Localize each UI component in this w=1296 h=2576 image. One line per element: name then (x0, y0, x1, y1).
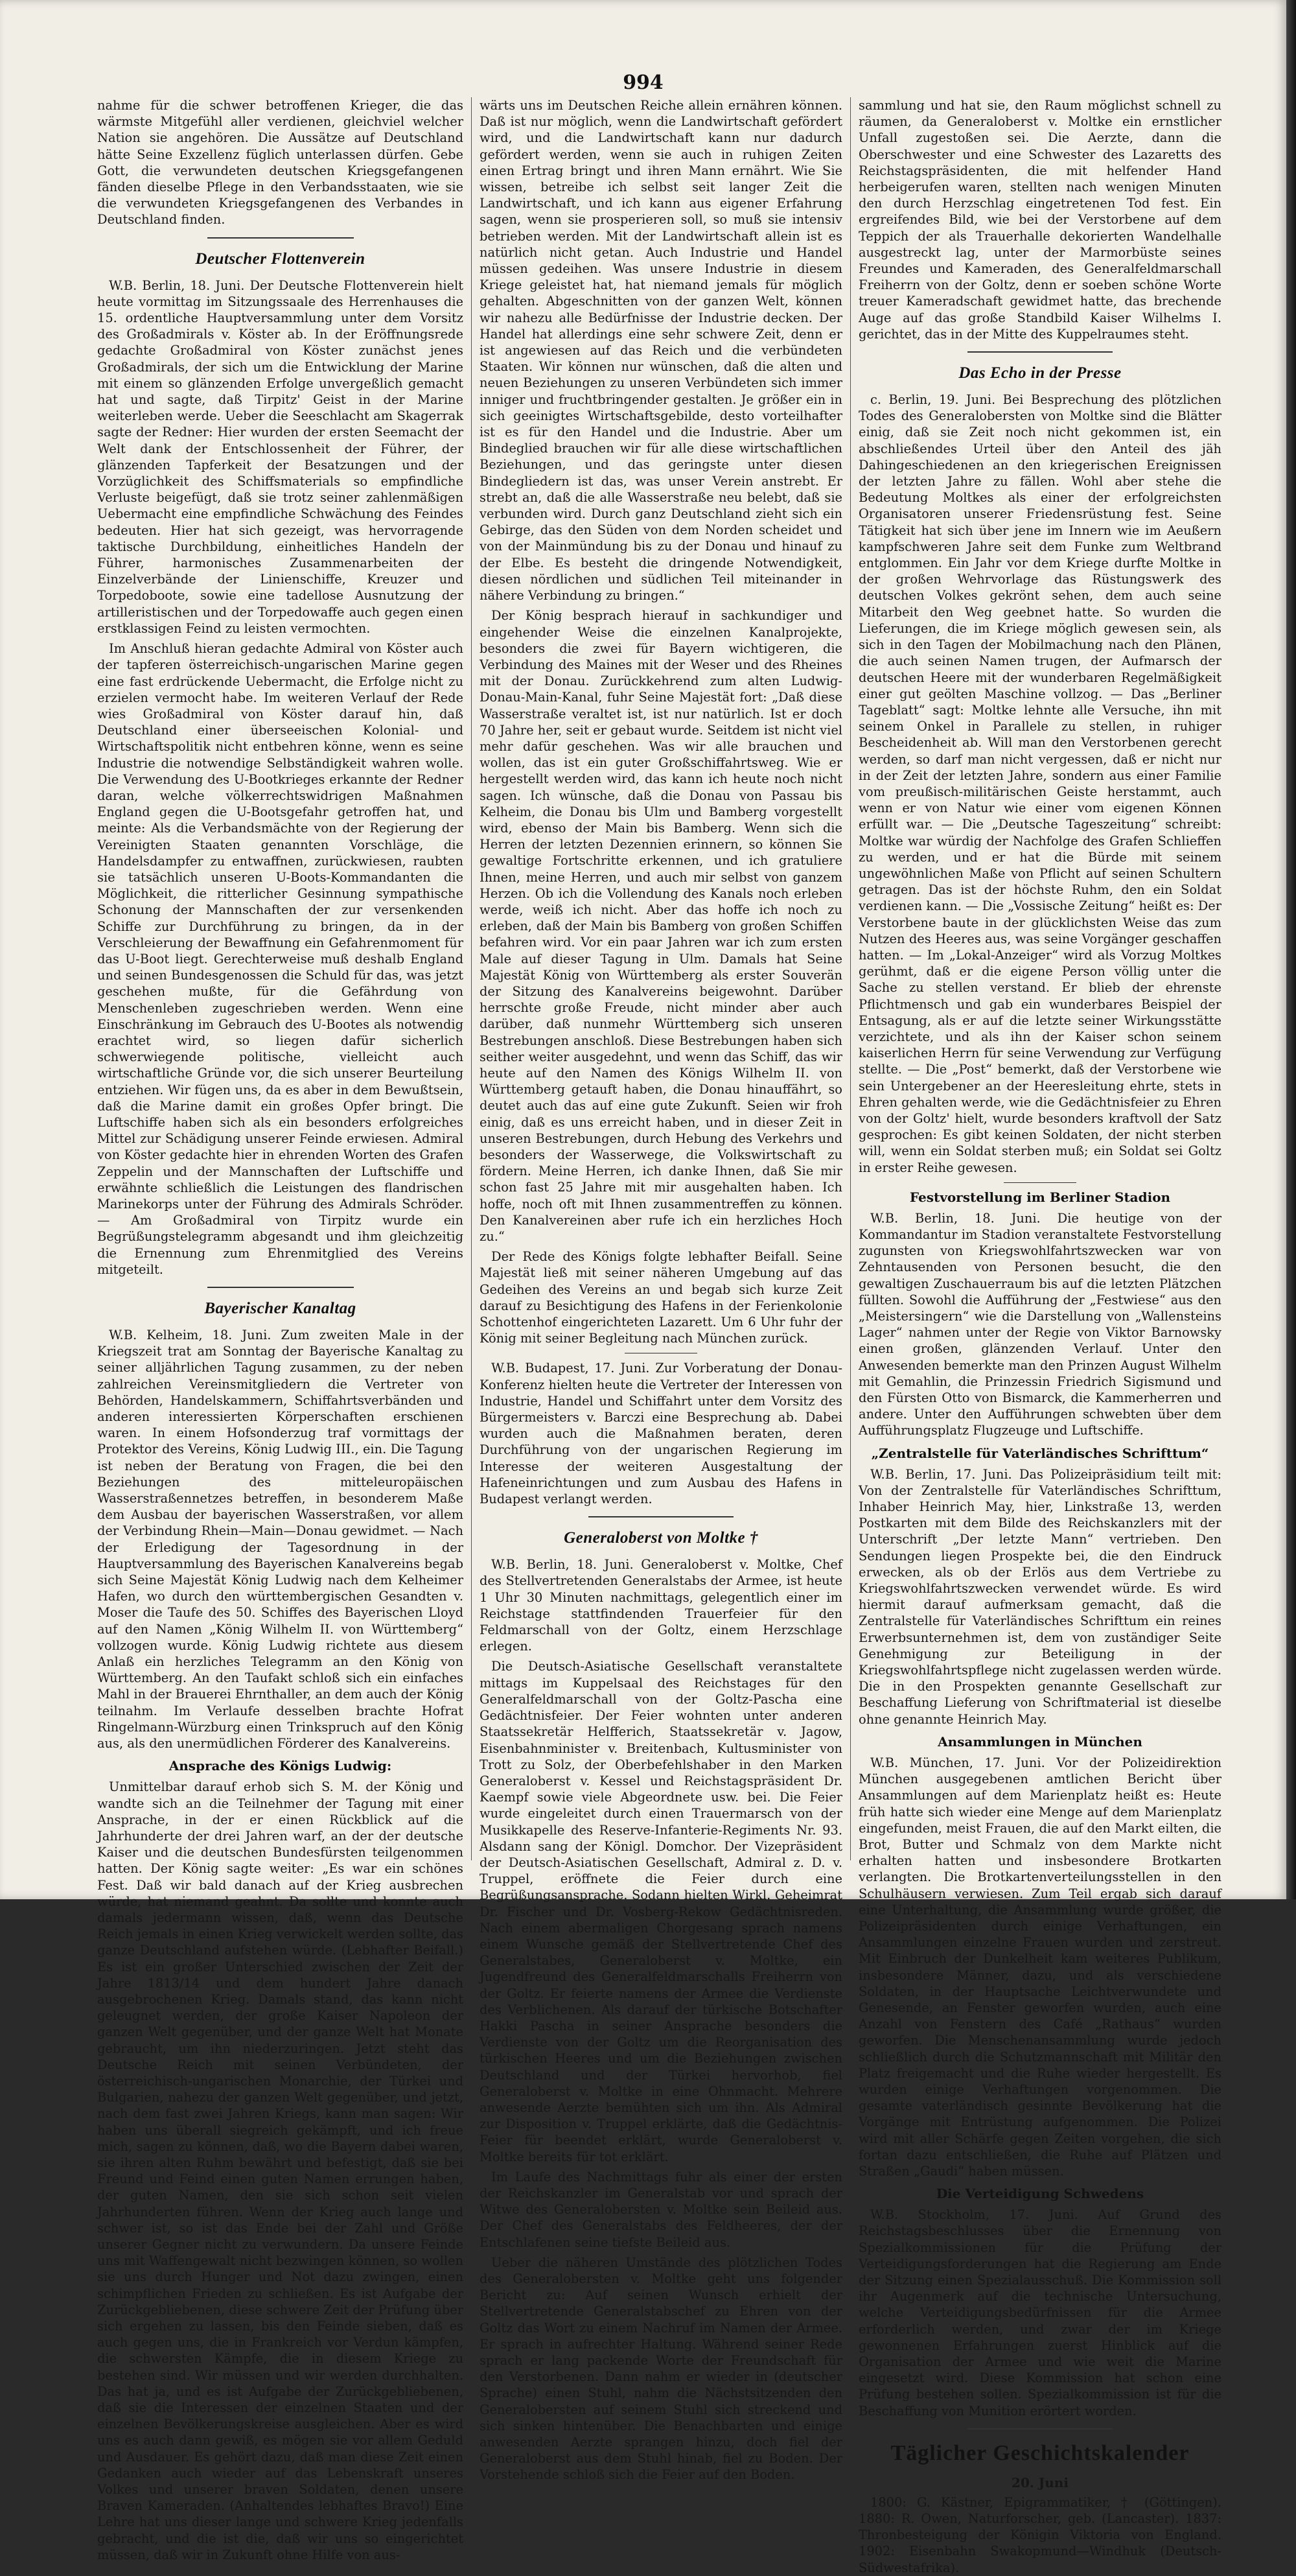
article-paragraph: nahme für die schwer betroffenen Krieger, die das wärmste Mitgefühl aller verdienen, gleichviel welcher Nation sie angehören. Die Aussätze auf Deutschland hätte Seine Exzellenz füglich unterlassen dürfen. Gebe Gott, die verwundeten deutschen Kriegsgefangenen fänden dieselbe Pflege in den Verbandsstaaten, wie sie die verwundeten Kriegsgefangenen des Verbandes in Deutschland finden. (97, 98, 463, 228)
column-3 (859, 97, 1221, 2575)
section-divider (967, 2428, 1113, 2430)
article-paragraph: W.B. Stockholm, 17. Juni. Auf Grund des Reichstagsbeschlusses über die Ernennung von Spezialkommissionen für die Prüfung der Verteidigungsforderungen hat die Regierung am Ende der Sitzung einen Spezialausschuß. Die Kommission soll ihr Augenmerk auf die technische Untersuchung, welche Verteidigungsbedürfnissen für die Armee erforderlich werden, und zwar der im Kriege gewonnenen Erfahrungen zuerst Hinblick auf die Organisation der Armee und wie weit die Marine eingesetzt wird. Diese Kommission hat schon eine Prüfung bestehen sollen. Spezialkommission ist für die Beschaffung von Munition erörtert worden. (859, 2207, 1221, 2418)
section-divider (588, 1516, 734, 1517)
article-paragraph: Unmittelbar darauf erhob sich S. M. der König und wandte sich an die Teilnehmer der Tagung mit einer Ansprache, in der er einen Rückblick auf die Jahrhunderte der drei Jahren warf, an der der deutsche Kaiser und die deutschen Bundesfürsten teilgenommen hatten. Der König sagte weiter: „Es war ein schönes Fest. Daß wir bald danach auf der Krieg ausbrechen würde, hat niemand geahnt. Da sollte und konnte auch damals jedermann wissen, daß, wenn das Deutsche Reich jemals in einen Krieg verwickelt werden sollte, das ganze Deutschland aufstehen würde. (Lebhafter Beifall.) Es ist ein großer Unterschied zwischen der Zeit der Jahre 1813/14 und dem hundert Jahre danach ausgebrochenen Krieg. Damals stand, das kann nicht geleugnet werden, der große Kaiser Napoleon der ganzen Welt gegenüber, und der ganze Welt hat Monate gebraucht, um ihn niederzuringen. Jetzt steht das Deutsche Reich mit seinen Verbündeten, der österreichisch-ungarischen Monarchie, der Türkei und Bulgarien, nahezu der ganzen Welt gegenüber, und jetzt, nach dem fast zwei Jahren Kriegs, kann man sagen: Wir haben uns überall siegreich gekämpft, und ich freue mich, sagen zu können, daß, wo die Bayern dabei waren, sie ihren alten Ruhm bewährt und befestigt, daß sie bei Freund und Feind einen guten Namen errungen haben, der guten Namen, den sie sich schon seit vielen Jahrhunderten führen. Wenn der Krieg auch lange und schwer ist, so ist das Ende bei der Zahl und Größe unserer Gegner nicht zu verwundern. Da unsere Feinde uns mit Waffengewalt nicht bezwingen können, so wollen sie uns durch Hunger und Not dazu zwingen, einen schimpflichen Frieden zu schließen. Es ist Aufgabe der Zurückgebliebenen, diese schwere Zeit der Prüfung über sich ergehen zu lassen, bis den Feinde sieben, daß es auch gegen uns, die in Frankreich vor Verdun kämpfen, die schwersten Kämpfe, die in diesem Kriege zu bestehen sind. Wir müssen und wir werden durchhalten. Das hat ja, und es ist Aufgabe der Zurückgebliebenen, daß sie die Interessen der einzelnen Staaten und der einzelnen Bevölkerungskreise ausgleichen. Aber es wird uns es auch dann gewiß, es mögen sie vor allem Geduld und Ausdauer. Es gehört dazu, daß man diese Zeit einen Gedanken auch wieder auf das Lebenskraft unseres Volkes und unserer braven Soldaten, denen unsere Braven Kameraden. (Anhaltendes lebhaftes Bravo!) Eine Lehre hat uns dieser lange und schwere Krieg jedenfalls gebracht, und die ist die, daß wir uns so eingerichtet müssen, daß wir in Zukunft ohne Hilfe von aus- (97, 1779, 463, 2562)
heading-schweden: Die Verteidigung Schwedens (936, 2186, 1144, 2202)
article-paragraph: wärts uns im Deutschen Reiche allein ernähren können. Daß ist nur möglich, wenn die Landwirtschaft gefördert wird, und die Landwirtschaft kann nur dadurch gefördert werden, wenn sie auch in ruhigen Zeiten einen Ertrag bringt und ihren Mann ernährt. Wie Sie wissen, betreibe ich selbst seit langer Zeit die Landwirtschaft, und ich kann aus eigener Erfahrung sagen, wenn sie prosperieren soll, so muß sie intensiv betrieben werden. Mit der Landwirtschaft allein ist es natürlich nicht getan. Auch Industrie und Handel müssen gedeihen. Was unsere Industrie in diesem Kriege geleistet hat, hat niemand jemals für möglich gehalten. Abgeschnitten von der ganzen Welt, können wir nahezu alle Bedürfnisse der Industrie decken. Der Handel hat allerdings eine sehr schwere Zeit, denn er ist angewiesen auf das Reich und die verbündeten Staaten. Wir können nur wünschen, daß die alten und neuen Beziehungen zu unseren Verbündeten sich immer inniger und fruchtbringender gestalten. Je größer ein in sich geeinigtes Wirtschaftsgebilde, desto vorteilhafter ist es für den Handel und die Industrie. Aber um Bindeglied brauchen wir für alle diese wirtschaftlichen Beziehungen, und das geringste unter diesen Bindegliedern ist das, was unser Verein anstrebt. Er strebt an, daß die alle Wasserstraße neu belebt, daß sie verbunden wird. Durch ganz Deutschland zieht sich ein Gebirge, das den Süden von dem Norden scheidet und von der Mainmündung bis zu der Donau und hinauf zu der Elbe. Es besteht die dringende Notwendigkeit, diesen nördlichen und südlichen Teil miteinander in nähere Verbindung zu bringen.“ (480, 98, 842, 603)
column-rule (471, 97, 472, 1860)
article-paragraph: Im Laufe des Nachmittags fuhr als einer der ersten der Reichskanzler im Generalstab vor und sprach der Witwe des Generalobersten v. Moltke sein Beileid aus. Der Chef des Generalstabs des Feldheeres, der der Entschlafenen seine tiefste Beileid aus. (480, 2169, 842, 2250)
heading-muenchen: Ansammlungen in München (938, 1733, 1142, 1750)
article-paragraph: Der Rede des Königs folgte lebhafter Beifall. Seine Majestät ließ mit seiner näheren Umgebung auf das Gedeihen des Vereins an und begab sich kurze Zeit darauf zu Besichtigung des Hafens in der Ferienkolonie Schottenhof eingerichteten Lazarett. Um 6 Uhr fuhr der König mit seiner Begleitung nach München zurück. (480, 1249, 842, 1346)
heading-flottenverein: Deutscher Flottenverein (195, 250, 365, 268)
page-number: 994 (623, 71, 664, 94)
heading-geschichtskalender: Täglicher Geschichtskalender (890, 2441, 1190, 2465)
column-1 (97, 97, 463, 2562)
heading-moltke: Generaloberst von Moltke † (564, 1529, 758, 1547)
heading-kanaltag: Bayerischer Kanaltag (204, 1300, 356, 1318)
subheading-ansprache: Ansprache des Königs Ludwig: (168, 1758, 392, 1774)
section-divider (207, 237, 354, 239)
book-gutter (1286, 0, 1296, 1899)
article-paragraph: W.B. Berlin, 18. Juni. Generaloberst v. Moltke, Chef des Stellvertretenden Generalstabs der Armee, ist heute 1 Uhr 30 Minuten nachmittags, gelegentlich einer im Reichstage stattfindenden Trauerfeier für den Feldmarschall von der Goltz, einem Herzschlage erlegen. (480, 1557, 842, 1654)
kalender-date: 20. Juni (1012, 2474, 1069, 2490)
article-paragraph: c. Berlin, 19. Juni. Bei Besprechung des plötzlichen Todes des Generalobersten von Moltke sind die Blätter einig, daß sie Zeit noch nicht gekommen ist, ein abschließendes Urteil über den Anteil des jäh Dahingeschiedenen an den kriegerischen Ereignissen der letzten Jahre zu fällen. Wohl aber stehe die Bedeutung Moltkes als einer der erfolgreichsten Organisatoren unserer Friedensrüstung fest. Seine Tätigkeit hat sich über jene im Innern wie im Aeußern kampfschweren Jahre seit dem Funke zum Weltbrand entglommen. Ein Jahr vor dem Kriege durfte Moltke in der großen Wehrvorlage das Rüstungswerk des deutschen Volkes gekrönt sehen, dem auch seine Mitarbeit den Weg geebnet hatte. So wurden die Lieferungen, die im Kriege möglich gewesen sein, als sich in den Tagen der Mobilmachung nach den Plänen, die auch seinen Namen trugen, der Aufmarsch der deutschen Heere mit der wunderbaren Regelmäßigkeit einer gut geölten Maschine vollzog. — Das „Berliner Tageblatt“ sagt: Moltke lehnte alle Versuche, ihn mit seinem Onkel in Parallele zu stellen, in ruhiger Bescheidenheit ab. Will man den Verstorbenen gerecht werden, so darf man nicht vergessen, daß er nicht nur in der Zeit der letzten Jahre, sondern aus einer Familie vom preußisch-militärischen Geiste herstammt, auch wenn er von Natur wie einer vom eigenen Können erfüllt war. — Die „Deutsche Tageszeitung“ schreibt: Moltke war würdig der Nachfolge des Grafen Schlieffen zu werden, und er hat die Bürde mit seinem ungewöhnlichen Maße von Pflicht auf seinen Schultern getragen. Das ist der höchste Ruhm, den ein Soldat verdienen kann. — Die „Vossische Zeitung“ heißt es: Der Verstorbene baute in der glücklichsten Weise das zum Nutzen des Heeres aus, was seine Vorgänger geschaffen hatten. — Im „Lokal-Anzeiger“ wird als Vorzug Moltkes gerühmt, daß er die eigene Person völlig unter die Sache zu stellen verstand. Er blieb der ehrenste Pflichtmensch und gab ein wunderbares Beispiel der Entsagung, als er auf die letzte seiner Wirkungsstätte verzichtete, und als ihn der Kaiser schon seinem kaiserlichen Herrn für seine Verwendung zur Verfügung stellte. — Die „Post“ bemerkt, daß der Verstorbene wie sein Untergebener an der Heeresleitung ehrte, stets in Ehren gehalten werde, wie die Gedächtnisfeier zu Ehren von der Goltz' hielt, wurde besonders kraftvoll der Satz gesprochen: Es gibt keinen Soldaten, der nicht sterben will, wenn ein Soldat sterben muß; ein Soldat sei Goltz in erster Reihe gewesen. (859, 392, 1221, 1175)
article-paragraph: 1800: G. Kästner, Epigrammatiker, † (Göttingen). 1880: R. Owen, Naturforscher, geb. (Lancaster). 1837: Thronbesteigung der Königin Viktoria von England. 1902: Eisenbahn Swakopmund—Windhuk (Deutsch-Südwestafrika). (859, 2494, 1221, 2575)
section-divider (207, 1287, 354, 1288)
article-paragraph: Die Deutsch-Asiatische Gesellschaft veranstaltete mittags im Kuppelsaal des Reichstages für den Generalfeldmarschall von der Goltz-Pascha eine Gedächtnisfeier. Der Feier wohnten unter anderen Staatssekretär Helfferich, Staatssekretär v. Jagow, Eisenbahnminister v. Breitenbach, Kultusminister von Trott zu Solz, der Oberbefehlshaber in den Marken Generaloberst v. Kessel und Reichstagspräsident Dr. Kaempf sowie viele Abgeordnete usw. bei. Die Feier wurde eingeleitet durch einen Trauermarsch von der Musikkapelle des Reserve-Infanterie-Regiments Nr. 93. Alsdann sang der Königl. Domchor. Der Vizepräsident der Deutsch-Asiatischen Gesellschaft, Admiral z. D. v. Truppel, eröffnete die Feier durch eine Begrüßungsansprache. Sodann hielten Wirkl. Geheimrat Dr. Fischer und Dr. Vosberg-Rekow Gedächtnisreden. Nach einem abermaligen Chorgesang sprach namens einem Wunsche gemäß der Stellvertretende Chef des Generalstabes, Generaloberst v. Moltke, ein Jugendfreund des Generalfeldmarschalls Freiherrn von der Goltz. Er feierte namens der Armee die Verdienste des Verblichenen. Als darauf der türkische Botschafter Hakki Pascha in seiner Ansprache besonders die Verdienste von der Goltz um die Reorganisation des türkischen Heeres und um die Beziehungen zwischen Deutschland und der Türkei hervorhob, fiel Generaloberst v. Moltke in eine Ohnmacht. Mehrere anwesende Aerzte bemühten sich um ihn. Als Admiral zur Disposition v. Truppel erklärte, daß die Gedächtnis-Feier für beendet erklärt, wurde Generaloberst v. Moltke bereits für tot erklärt. (480, 1659, 842, 2164)
article-paragraph: Im Anschluß hieran gedachte Admiral von Köster auch der tapferen österreichisch-ungarischen Marine gegen eine fast erdrückende Uebermacht, die Erfolge nicht zu erzielen vermocht habe. Im weiteren Verlauf der Rede wies Großadmiral von Köster darauf hin, daß Deutschland einer überseeischen Kolonial- und Wirtschaftspolitik nicht entbehren könne, wenn es seine Industrie die notwendige Selbständigkeit wahren wolle. Die Verwendung des U-Bootkrieges erkannte der Redner daran, welche völkerrechtswidrigen Maßnahmen England gegen die U-Bootsgefahr getroffen hat, und meinte: Als die Verbandsmächte von der Regierung der Vereinigten Staaten genannten Vorschläge, die Handelsdampfer zu entwaffnen, zurückwiesen, raubten sie tatsächlich unseren U-Boots-Kommandanten die Möglichkeit, die ritterlicher Gesinnung sympathische Schonung der Mannschaften der zur versenkenden Schiffe zur Durchführung zu bringen, da in der Verschleierung der Bewaffnung ein Gefahrenmoment für das U-Boot liegt. Gerechterweise muß deshalb England und seinen Bundesgenossen die Schuld für das, was jetzt geschehen mußte, für die Gefährdung von Menschenleben zugeschrieben werden. Wenn eine Einschränkung im Gebrauch des U-Bootes als notwendig erachtet wird, so liegen dafür sicherlich schwerwiegende politische, vielleicht auch wirtschaftliche Gründe vor, die sich unserer Beurteilung entziehen. Wir fügen uns, da es aber in dem Bewußtsein, daß die Marine damit ein großes Opfer bringt. Die Luftschiffe haben sich als ein besonders erfolgreiches Mittel zur Schädigung unserer Feinde erwiesen. Admiral von Köster gedachte hier in ehrenden Worten des Grafen Zeppelin und der Mannschaften der Luftschiffe und erwähnte schließlich die Leistungen des flandrischen Marinekorps unter der Führung des Admirals Schröder. — Am Großadmiral von Tirpitz wurde ein Begrüßungstelegramm abgesandt und ihm gleichzeitig die Ernennung zum Ehrenmitglied des Vereins mitgeteilt. (97, 641, 463, 1277)
article-paragraph: W.B. Budapest, 17. Juni. Zur Vorberatung der Donau-Konferenz hielten heute die Vertreter der Interessen von Industrie, Handel und Schiffahrt unter dem Vorsitz des Bürgermeisters v. Barczi eine Besprechung ab. Dabei wurden auch die Maßnahmen beraten, deren Durchführung von der ungarischen Regierung im Interesse der weiteren Ausgestaltung der Hafeneinrichtungen und zum Ausbau des Hafens in Budapest verlangt werden. (480, 1361, 842, 1507)
heading-echo-presse: Das Echo in der Presse (958, 364, 1122, 382)
heading-zentralstelle: „Zentralstelle für Vaterländisches Schrifttum“ (871, 1445, 1209, 1461)
article-paragraph: W.B. Berlin, 18. Juni. Der Deutsche Flottenverein hielt heute vormittag im Sitzungssaale des Herrenhauses die 15. ordentliche Hauptversammlung unter dem Vorsitz des Großadmirals v. Köster ab. In der Eröffnungsrede gedachte Großadmiral von Köster zunächst jenes Großadmirals, der sich um die Entwicklung der Marine mit einem so glänzenden Erfolge unvergeßlich gemacht hat und sagte, daß Tirpitz' Geist in der Marine weiterleben werde. Ueber die Seeschlacht am Skagerrak sagte der Redner: Hier wurden der ersten Seemacht der Welt dank der Entschlossenheit der Führer, der glänzenden Tapferkeit der Besatzungen und der Vorzüglichkeit des Schiffsmaterials so empfindliche Verluste beigefügt, daß sie trotz seiner zahlenmäßigen Uebermacht eine empfindliche Schwächung des Feindes bedeuten. Hier hat sich gezeigt, was hervorragende taktische Durchbildung, einheitliches Handeln der Führer, harmonisches Zusammenarbeiten der Einzelverbände der Linienschiffe, Kreuzer und Torpedoboote, sowie eine tadellose Ausnutzung der artilleristischen und der Torpedowaffe auch gegen einen erstklassigen Feind zu leisten vermochten. (97, 277, 463, 636)
article-paragraph: W.B. Berlin, 18. Juni. Die heutige von der Kommandantur im Stadion veranstaltete Festvorstellung zugunsten von Kriegswohlfahrtszwecken war von Zehntausenden von Personen besucht, die den gewaltigen Zuschauerraum bis auf die letzten Plätzchen füllten. Sowohl die Aufführung der „Festwiese“ aus den „Meistersingern“ wie die Darstellung von „Wallensteins Lager“ nahmen unter der Regie von Viktor Barnowsky einen großen, glänzenden Verlauf. Unter den Anwesenden bemerkte man den Prinzen August Wilhelm mit Gemahlin, die Prinzessin Friedrich Sigismund und den Fürsten Otto von Bismarck, die Kammerherren und andere. Unter den Aufführungen schwebten über dem Aufführungsplatz Flugzeuge und Luftschiffe. (859, 1210, 1221, 1438)
article-paragraph: W.B. München, 17. Juni. Vor der Polizeidirektion München ausgegebenen amtlichen Bericht über Ansammlungen auf dem Marienplatz heißt es: Heute früh hatte sich wieder eine Menge auf dem Marienplatz eingefunden, meist Frauen, die auf den Markt eilten, die Brot, Butter und Schmalz von dem Markte nicht erhalten hatten und insbesondere Brotkarten verlangten. Die Brotkartenverteilungsstellen in den Schulhäusern verwiesen. Zum Teil ergab sich darauf eine Unterhaltung, die Ansammlung wurde größer, die Polizeipräsidenten durch einige Verhaftungen, ein Ansammlungen einzelne Frauen wurden und zerstreut. Mit Einbruch der Dunkelheit kam weiteres Publikum, insbesondere Männer, dazu, und als verschiedene Soldaten, in der Hauptsache Leichtverwundete und Genesende, an Fenster geworfen wurden, auch eine Anzahl von Fenstern des Café „Rathaus“ wurden geworfen. Die Menschenansammlung wurde jedoch schließlich durch die Schutzmannschaft mit Militär den Platz freigemacht und die Ruhe wieder hergestellt. Es wurden einige Verhaftungen vorgenommen. Die gesamte vaterländisch gesinnte Bevölkerung hat die Vorgänge mit Entrüstung aufgenommen. Die Polizei wird mit aller Schärfe gegen Zeiten vorgehen, die sich fortan dazu entschließen, die Ruhe auf Plätzen und Straßen „Gaudi“ haben müssen. (859, 1755, 1221, 2179)
section-divider (967, 351, 1113, 353)
column-rule (850, 97, 851, 1860)
article-paragraph: sammlung und hat sie, den Raum möglichst schnell zu räumen, da Generaloberst v. Moltke ein ernstlicher Unfall zugestoßen sei. Die Aerzte, dann die Oberschwester und eine Schwester des Lazaretts des Reichstagspräsidenten, die mit helfender Hand herbeigerufen waren, stellten nach wenigen Minuten den durch Herzschlag eingetretenen Tod fest. Ein ergreifendes Bild, wie bei der Verstorbene auf dem Teppich der als Trauerhalle dekorierten Wandelhalle ausgestreckt lag, unter der Marmorbüste seines Freundes und Kameraden, des Generalfeldmarschall Freiherrn von der Goltz, denn er soeben schöne Worte treuer Kameradschaft gewidmet hatte, das brechende Auge auf das große Standbild Kaiser Wilhelms I. gerichtet, das in der Mitte des Kuppelraumes steht. (859, 98, 1221, 342)
heading-stadion: Festvorstellung im Berliner Stadion (909, 1189, 1171, 1205)
article-paragraph: W.B. Kelheim, 18. Juni. Zum zweiten Male in der Kriegszeit trat am Sonntag der Bayerische Kanaltag zu seiner alljährlichen Tagung zusammen, zu der neben zahlreichen Vereinsmitgliedern die Vertreter von Behörden, Handelskammern, Schiffahrtsverbänden und anderen interessierten Körperschaften erschienen waren. In einem Hofsonderzug traf vormittags der Protektor des Vereins, König Ludwig III., ein. Die Tagung ist neben der Beratung von Fragen, die bei den Beziehungen des mitteleuropäischen Wasserstraßennetzes betreffen, in besonderem Maße dem Ausbau der bayerischen Wasserstraßen, vor allem der Verbindung Rhein—Main—Donau gewidmet. — Nach der Erledigung der Tagesordnung in der Hauptversammlung des Bayerischen Kanalvereins begab sich Seine Majestät König Ludwig nach dem Kelheimer Hafen, wo durch den württembergischen Gesandten v. Moser die Taufe des 50. Schiffes des Bayerischen Lloyd auf den Namen „König Wilhelm II. von Württemberg“ vollzogen wurde. König Ludwig richtete aus diesem Anlaß ein herzliches Telegramm an den König von Württemberg. An den Taufakt schloß sich ein einfaches Mahl in der Brauerei Ehrnthaller, an dem auch der König teilnahm. Im Verlaufe desselben brachte Hofrat Ringelmann-Würzburg einen Trinkspruch auf den König aus, als den unermüdlichen Förderer des Kanalvereins. (97, 1328, 463, 1751)
section-divider (1004, 1182, 1076, 1183)
article-paragraph: Der König besprach hierauf in sachkundiger und eingehender Weise die einzelnen Kanalprojekte, besonders die zwei für Bayern wichtigeren, die Verbindung des Maines mit der Weser und des Rheines mit der Donau. Zurückkehrend zum alten Ludwig-Donau-Main-Kanal, fuhr Seine Majestät fort: „Daß diese Wasserstraße veraltet ist, ist nur natürlich. Ist er doch 70 Jahre her, seit er gebaut wurde. Seitdem ist nicht viel mehr dafür geschehen. Was wir alle brauchen und wollen, das ist ein guter Großschiffahrtsweg. Wie er hergestellt werden wird, das kann ich heute noch nicht sagen. Ich wünsche, daß die Donau von Passau bis Kelheim, die Donau bis Ulm und Bamberg vorgestellt wird, ebenso der Main bis Bamberg. Wenn sich die Herren der letzten Dezennien erinnern, so können Sie gewaltige Fortschritte erkennen, und ich gratuliere Ihnen, meine Herren, und auch mir selbst von ganzem Herzen. Ob ich die Vollendung des Kanals noch erleben werde, weiß ich nicht. Aber das hoffe ich noch zu erleben, daß der Main bis Bamberg von großen Schiffen befahren wird. Vor ein paar Jahren war ich zum ersten Male auf dieser Tagung in Ulm. Damals hat Seine Majestät König von Württemberg als erster Souverän der Sitzung des Kanalvereins beigewohnt. Darüber herrschte große Freude, nicht minder aber auch darüber, daß nunmehr Württemberg sich unseren Bestrebungen anschloß. Diese Bestrebungen haben sich seither weiter ausgedehnt, und wenn das Schiff, das wir heute auf den Namen des Königs Wilhelm II. von Württemberg getauft haben, die Donau hinauffährt, so deutet auch das auf eine gute Zukunft. Seien wir froh einig, daß es uns erreicht haben, und in dieser Zeit in unseren Bestrebungen, durch Hebung des Verkehrs und besonders der Wasserwege, die Volkswirtschaft zu fördern. Meine Herren, ich danke Ihnen, daß Sie mir schon fast 25 Jahre mit mir ausgehalten haben. Ich hoffe, noch oft mit Ihnen zusammentreffen zu können. Den Kanalvereinen aber rufe ich ein herzliches Hoch zu.“ (480, 608, 842, 1245)
article-paragraph: Ueber die näheren Umstände des plötzlichen Todes des Generalobersten v. Moltke geht uns folgender Bericht zu: Auf seinen Wunsch erhielt der Stellvertretende Generalstabschef zu Ehren von der Goltz das Wort zu einem Nachruf im Namen der Armee. Er sprach in aufrechter Haltung. Während seiner Rede sprach er lang packende Worte der Freundschaft für den Verstorbenen. Dann nahm er wieder in (deutscher Sprache) einen Stuhl, nahm die Nächstsitzenden den Generalobersten auf seinem Stuhl sich streckend und sich sinken hintenüber. Die Benachbarten und einige anwesenden Aerzte sprangen hinzu, doch fiel der Generaloberst aus dem Stuhl hinab, fiel zu Boden. Der Vorstehende schloß sich die Feier auf den Boden. (480, 2254, 842, 2483)
column-2 (480, 97, 842, 2483)
article-paragraph: W.B. Berlin, 17. Juni. Das Polizeipräsidium teilt mit: Von der Zentralstelle für Vaterländisches Schrifttum, Inhaber Heinrich May, hier, Linkstraße 13, werden Postkarten mit dem Bilde des Reichskanzlers mit der Unterschrift „Der letzte Mann“ vertrieben. Den Sendungen liegen Prospekte bei, die den Eindruck erwecken, als ob der Erlös aus dem Vertriebe zu Kriegswohlfahrtszwecken verwendet würde. Es wird hiermit darauf aufmerksam gemacht, daß die Zentralstelle für Vaterländisches Schrifttum ein reines Erwerbsunternehmen ist, dem von zuständiger Seite Genehmigung zur Beteiligung in der Kriegswohlfahrtspflege nicht zugelassen werden würde. Die in den Prospekten genannte Gesellschaft zur Beschaffung Lieferung von Schriftmaterial ist dieselbe ohne genannte Heinrich May. (859, 1466, 1221, 1727)
